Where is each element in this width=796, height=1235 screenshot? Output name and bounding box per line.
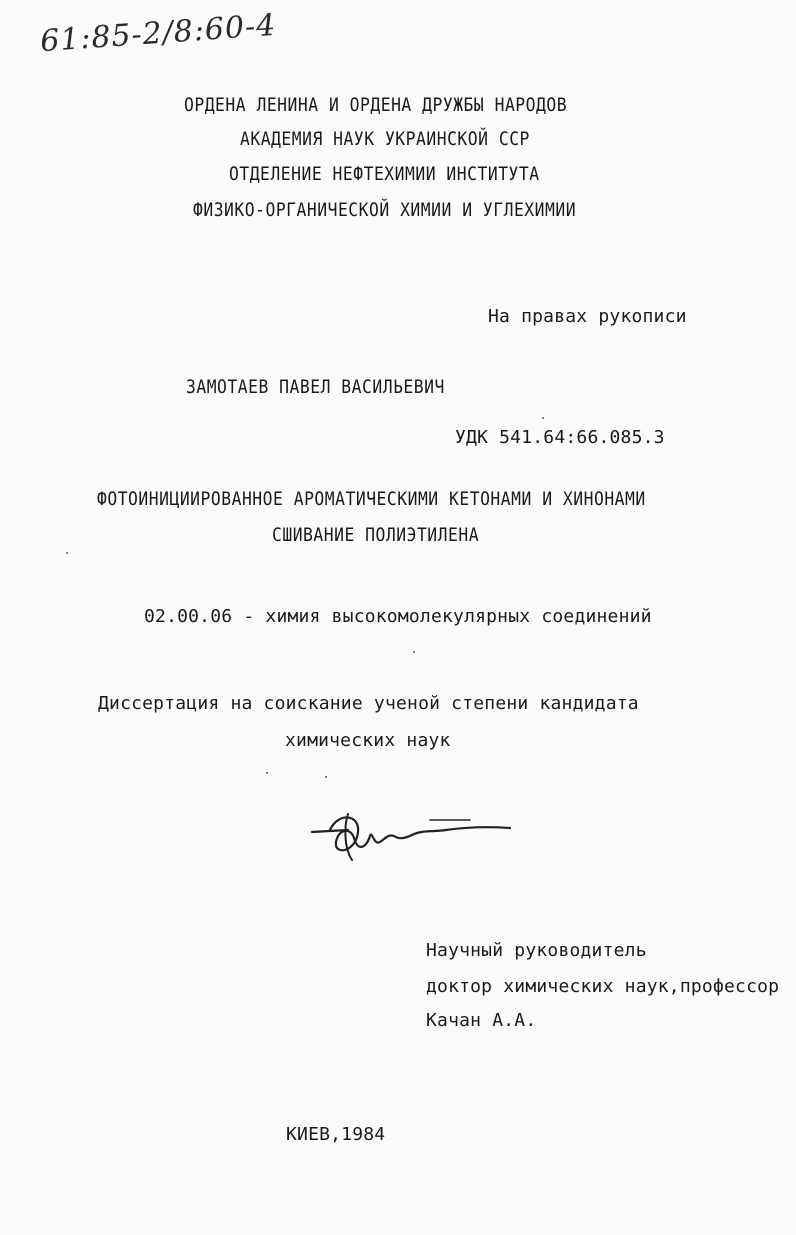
city-year: КИЕВ,1984 bbox=[286, 1124, 386, 1145]
supervisor-title: доктор химических наук,профессор bbox=[426, 976, 780, 997]
scan-speck bbox=[266, 772, 268, 774]
organization-line-1: ОРДЕНА ЛЕНИНА И ОРДЕНА ДРУЖБЫ НАРОДОВ bbox=[184, 94, 568, 116]
degree-line-1: Диссертация на соискание ученой степени кандидата bbox=[98, 693, 639, 714]
organization-line-3: ОТДЕЛЕНИЕ НЕФТЕХИМИИ ИНСТИТУТА bbox=[229, 163, 540, 185]
scan-speck bbox=[413, 651, 415, 653]
dissertation-title-line-1: ФОТОИНИЦИИРОВАННОЕ АРОМАТИЧЕСКИМИ КЕТОНАМИ И ХИНОНАМИ bbox=[97, 488, 646, 510]
organization-line-4: ФИЗИКО-ОРГАНИЧЕСКОЙ ХИМИИ И УГЛЕХИМИИ bbox=[193, 199, 577, 221]
author-name: ЗАМОТАЕВ ПАВЕЛ ВАСИЛЬЕВИЧ bbox=[186, 376, 445, 398]
scan-speck bbox=[66, 552, 68, 554]
scan-speck bbox=[325, 776, 327, 778]
degree-line-2: химических наук bbox=[285, 730, 451, 751]
supervisor-role: Научный руководитель bbox=[426, 940, 647, 961]
scan-speck bbox=[542, 417, 544, 419]
manuscript-note: На правах рукописи bbox=[488, 306, 687, 327]
udk-code: УДК 541.64:66.085.3 bbox=[455, 427, 665, 448]
specialty-code: 02.00.06 - химия высокомолекулярных соединений bbox=[144, 606, 652, 627]
organization-line-2: АКАДЕМИЯ НАУК УКРАИНСКОЙ ССР bbox=[240, 128, 530, 150]
dissertation-title-line-2: СШИВАНИЕ ПОЛИЭТИЛЕНА bbox=[272, 524, 480, 546]
supervisor-name: Качан А.А. bbox=[426, 1010, 537, 1031]
author-signature bbox=[310, 808, 520, 878]
handwritten-archive-mark: 61:85-2/8:60-4 bbox=[39, 7, 278, 60]
